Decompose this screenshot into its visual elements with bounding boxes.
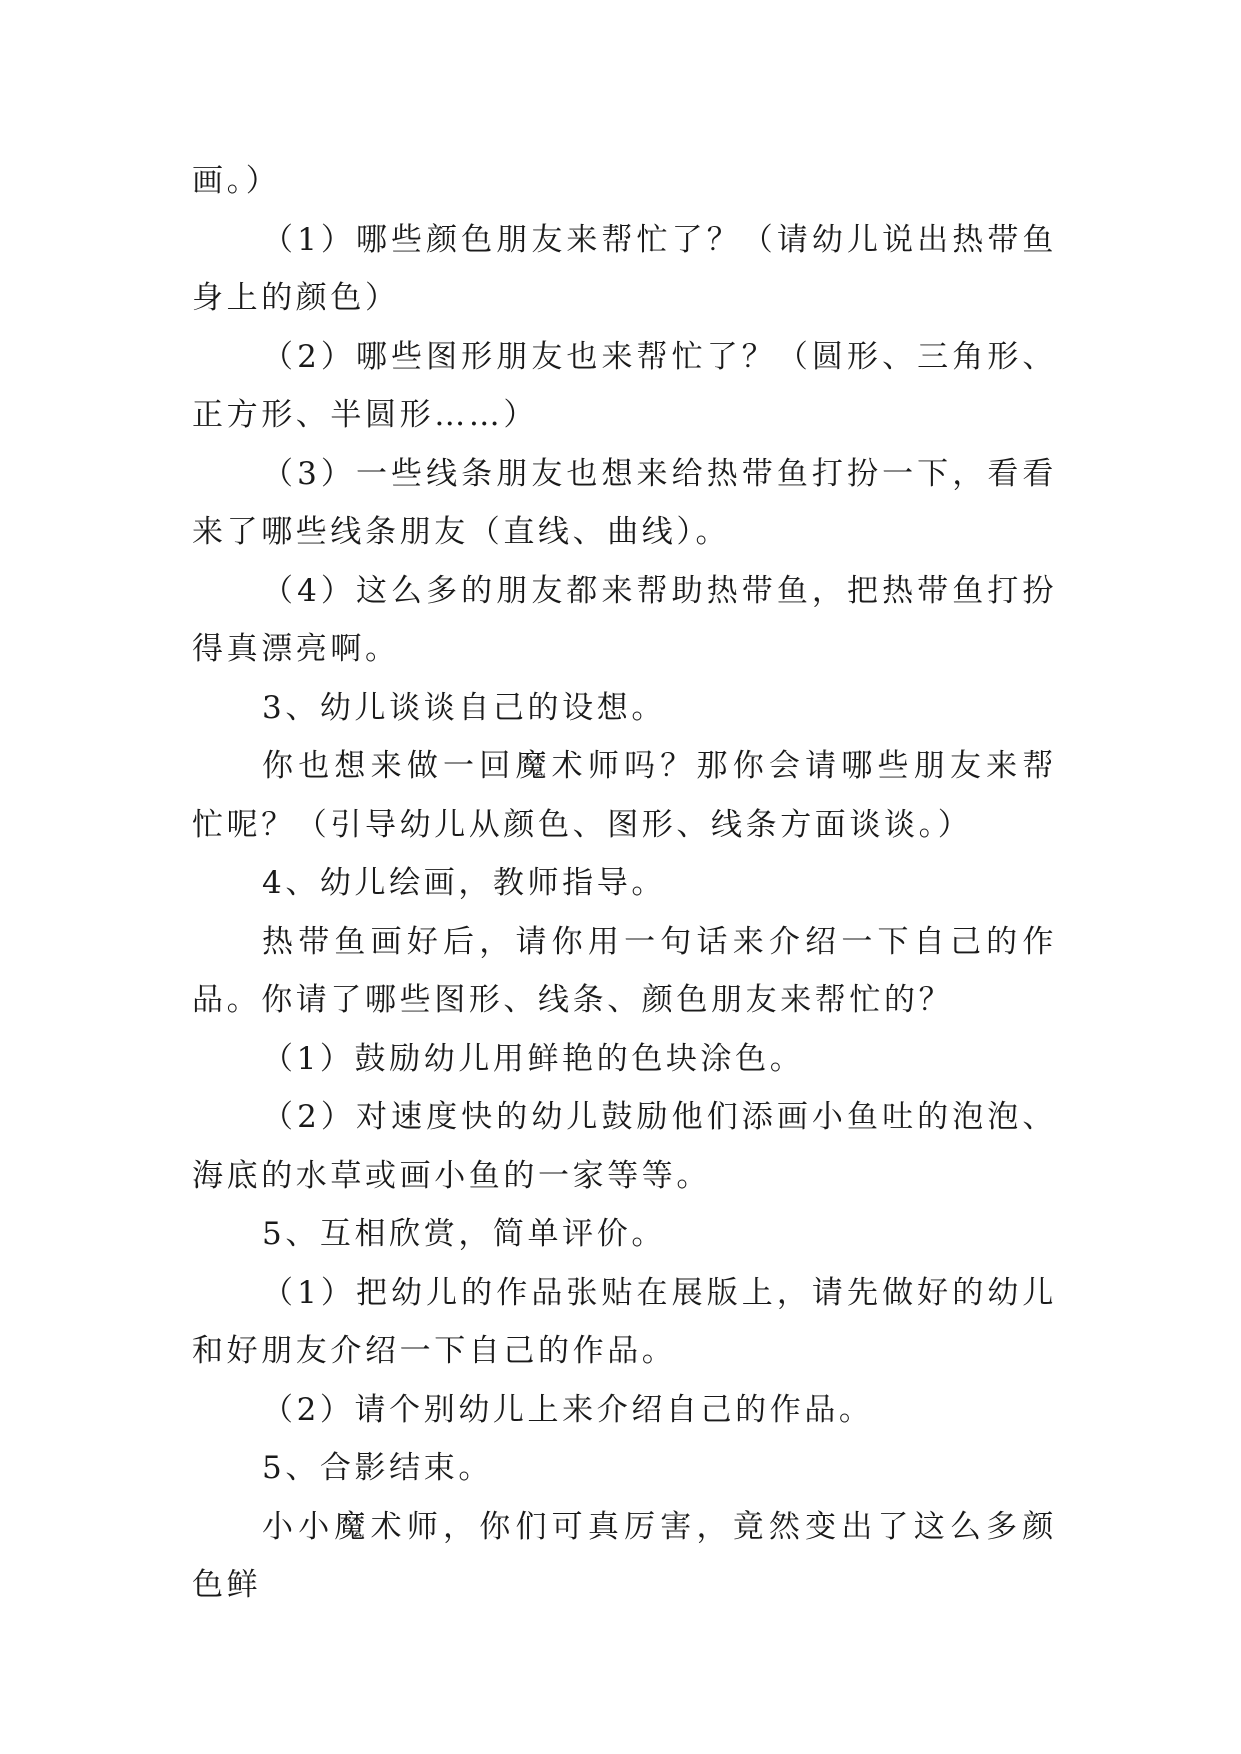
paragraph-6: 3、幼儿谈谈自己的设想。: [262, 689, 666, 726]
paragraph-15: 5、合影结束。: [262, 1450, 493, 1486]
paragraph-3: （2）哪些图形朋友也来帮忙了？（圆形、三角形、正方形、半圆形……）: [192, 338, 1057, 433]
paragraph-1: 画。）: [192, 163, 281, 199]
paragraph-16: 小小魔术师，你们可真厉害，竟然变出了这么多颜色鲜: [192, 1508, 1057, 1603]
paragraph-12: 5、互相欣赏，简单评价。: [262, 1216, 666, 1252]
paragraph-5: （4）这么多的朋友都来帮助热带鱼，把热带鱼打扮得真漂亮啊。: [192, 572, 1057, 667]
paragraph-14: （2）请个别幼儿上来介绍自己的作品。: [262, 1391, 874, 1428]
paragraph-10: （1）鼓励幼儿用鲜艳的色块涂色。: [262, 1040, 805, 1077]
paragraph-11: （2）对速度快的幼儿鼓励他们添画小鱼吐的泡泡、海底的水草或画小鱼的一家等等。: [192, 1099, 1057, 1194]
paragraph-13: （1）把幼儿的作品张贴在展版上，请先做好的幼儿和好朋友介绍一下自己的作品。: [192, 1274, 1057, 1369]
paragraph-2: （1）哪些颜色朋友来帮忙了？（请幼儿说出热带鱼身上的颜色）: [192, 221, 1057, 316]
paragraph-4: （3）一些线条朋友也想来给热带鱼打扮一下，看看来了哪些线条朋友（直线、曲线）。: [192, 455, 1057, 550]
paragraph-9: 热带鱼画好后，请你用一句话来介绍一下自己的作品。你请了哪些图形、线条、颜色朋友来帮忙的？: [192, 923, 1057, 1018]
paragraph-8: 4、幼儿绘画，教师指导。: [262, 865, 666, 901]
paragraph-7: 你也想来做一回魔术师吗？那你会请哪些朋友来帮忙呢？（引导幼儿从颜色、图形、线条方面谈谈。）: [192, 748, 1057, 843]
document-page: [192, 152, 1057, 1615]
